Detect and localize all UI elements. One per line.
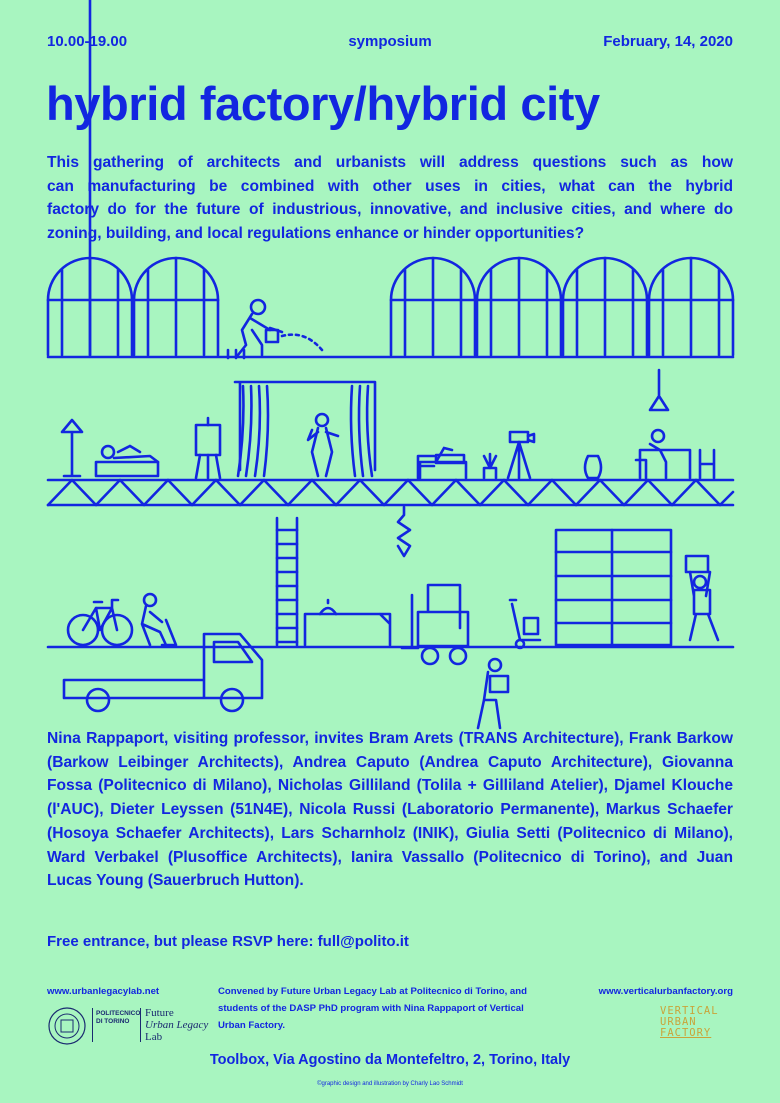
curtain-stage [235,382,375,476]
venue-address: Toolbox, Via Agostino da Montefeltro, 2, Torino, Italy [209,1052,571,1068]
lab-line: Lab [145,1031,163,1043]
vuf-line: FACTORY [660,1027,712,1039]
logo-divider [140,1008,141,1042]
time-range: 10.00-19.00 [47,33,128,50]
desk-with-laptop [418,448,466,478]
polito-line: DI TORINO [96,1018,130,1025]
dancer-figure [308,414,338,476]
polito-seal-logo [47,1006,87,1046]
lab-line: Future [145,1007,174,1019]
bicycle [68,600,132,645]
hand-truck [510,600,540,648]
potted-plant [484,454,496,478]
speakers-paragraph: Nina Rappaport, visiting professor, invites Bram Arets (TRANS Architecture), Frank Barkow (Barkow Leibinger Architects), Andrea Caputo (Andrea Caputo Architecture), Giovanna Fossa (Politecnico di Milano), Nicholas Gilliland (Tolila + Gilliland Atelier), Djamel Klouche (l'AUC), Dieter Leyssen (51N4E), Nicola Russi (Laboratorio Permanente), Markus Schaefer (Hosoya Schaefer Architects), Lars Scharnholz (INIK), Giulia Setti (Politecnico di Milano), Ward Verbakel (Plusoffice Architects), Ianira Vassallo (Politecnico di Torino), and Juan Lucas Young (Sauerbruch Hutton). [47,730,733,890]
arched-windows-right [391,258,733,355]
vertical-urban-factory-logo [660,1006,719,1039]
reclining-reader [96,446,158,476]
vase [585,456,601,478]
vuf-line: URBAN [660,1016,697,1028]
convened-text [218,983,578,1034]
counter-with-cloche [305,600,390,645]
intro-line: can manufacturing be combined with other uses in cities, what can the hybrid [47,177,733,195]
lab-line: Urban Legacy [145,1019,209,1031]
truss-floor [48,480,733,505]
intro-line: zoning, building, and local regulations enhance or hinder opportunities? [47,225,585,243]
convened-line: Urban Factory. [218,1020,285,1031]
vuf-line: VERTICAL [660,1005,719,1017]
floor-lamp [62,420,82,476]
verticalurbanfactory-link[interactable]: www.verticalurbanfactory.org [598,986,733,997]
rsvp-link[interactable]: Free entrance, but please RSVP here: full@polito.it [47,933,409,950]
carrying-worker [478,659,508,728]
shelving-unit [556,530,671,645]
polito-wordmark [96,1010,140,1026]
urbanlegacylab-link[interactable]: www.urbanlegacylab.net [47,986,160,997]
easel [196,418,220,478]
convened-line: students of the DASP PhD program with Nina Rappaport of Vertical [218,1003,524,1014]
urban-legacy-lab-logo [145,1007,208,1043]
intro-line: factory do for the future of industrious, innovative, and inclusive cities, and where do [47,201,733,219]
logo-divider [92,1008,93,1042]
robot-gripper [398,507,410,556]
event-date: February, 14, 2020 [603,33,733,50]
convened-line: Convened by Future Urban Legacy Lab at Politecnico di Torino, and [218,986,527,997]
event-type: symposium [348,33,432,50]
poster-title: hybrid factory/hybrid city [46,77,600,130]
arched-windows-left [48,0,218,355]
kneeling-worker [142,594,176,645]
design-credit: ©graphic design and illustration by Charly Lao Schmidt [317,1081,463,1087]
seated-worker [636,430,714,478]
gardener-figure [228,300,322,358]
hanging-lamp [650,370,668,410]
ladder [277,518,297,645]
forklift [402,585,468,664]
polito-line: POLITECNICO [96,1010,141,1017]
intro-line: This gathering of architects and urbanists will address questions such as how [47,154,733,171]
lifting-worker [686,556,718,640]
camera-tripod [508,432,534,478]
